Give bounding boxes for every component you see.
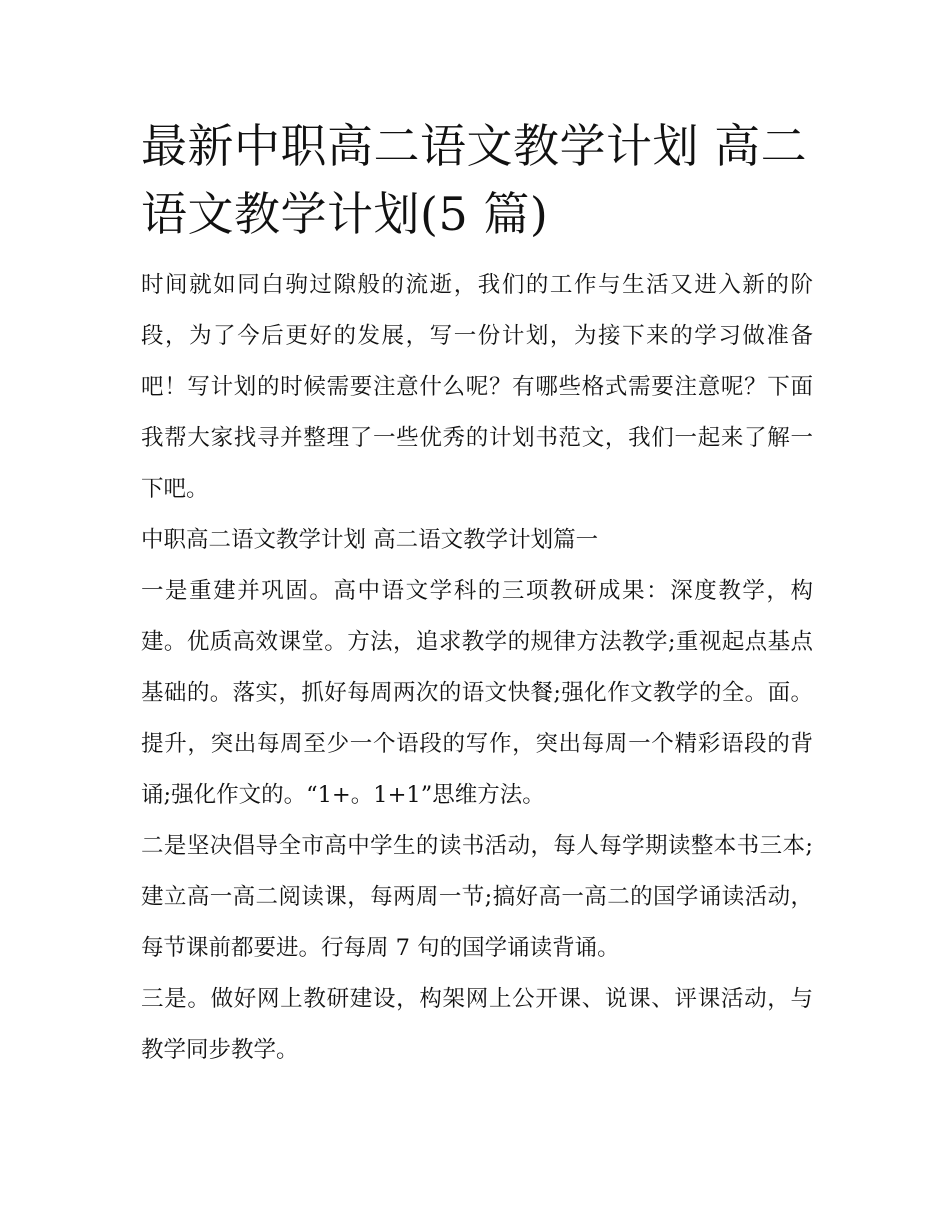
body-paragraph-1: 一是重建并巩固。高中语文学科的三项教研成果：深度教学，构建。优质高效课堂。方法，追求教学的规律方法教学;重视起点基点基础的。落实，抓好每周两次的语文快餐;强化作文教学的全。面。提升，突出每周至少一个语段的写作，突出每周一个精彩语段的背诵;强化作文的。“1+。1+1”思维方法。 xyxy=(141,578,813,808)
section-heading: 中职高二语文教学计划 高二语文教学计划篇一 xyxy=(141,527,599,553)
body-paragraph-2: 二是坚决倡导全市高中学生的读书活动，每人每学期读整本书三本;建立高一高二阅读课，每两周一节;搞好高一高二的国学诵读活动，每节课前都要进。行每周 7 句的国学诵读背诵。 xyxy=(141,833,813,961)
document-title: 最新中职高二语文教学计划 高二语文教学计划(5 篇) xyxy=(141,119,808,241)
body-paragraph-3: 三是。做好网上教研建设，构架网上公开课、说课、评课活动，与教学同步教学。 xyxy=(141,986,813,1063)
intro-paragraph: 时间就如同白驹过隙般的流逝，我们的工作与生活又进入新的阶段，为了今后更好的发展，写一份计划，为接下来的学习做准备吧！写计划的时候需要注意什么呢？有哪些格式需要注意呢？下面我帮大家找寻并整理了一些优秀的计划书范文，我们一起来了解一下吧。 xyxy=(141,272,813,502)
document-page xyxy=(141,112,813,1076)
